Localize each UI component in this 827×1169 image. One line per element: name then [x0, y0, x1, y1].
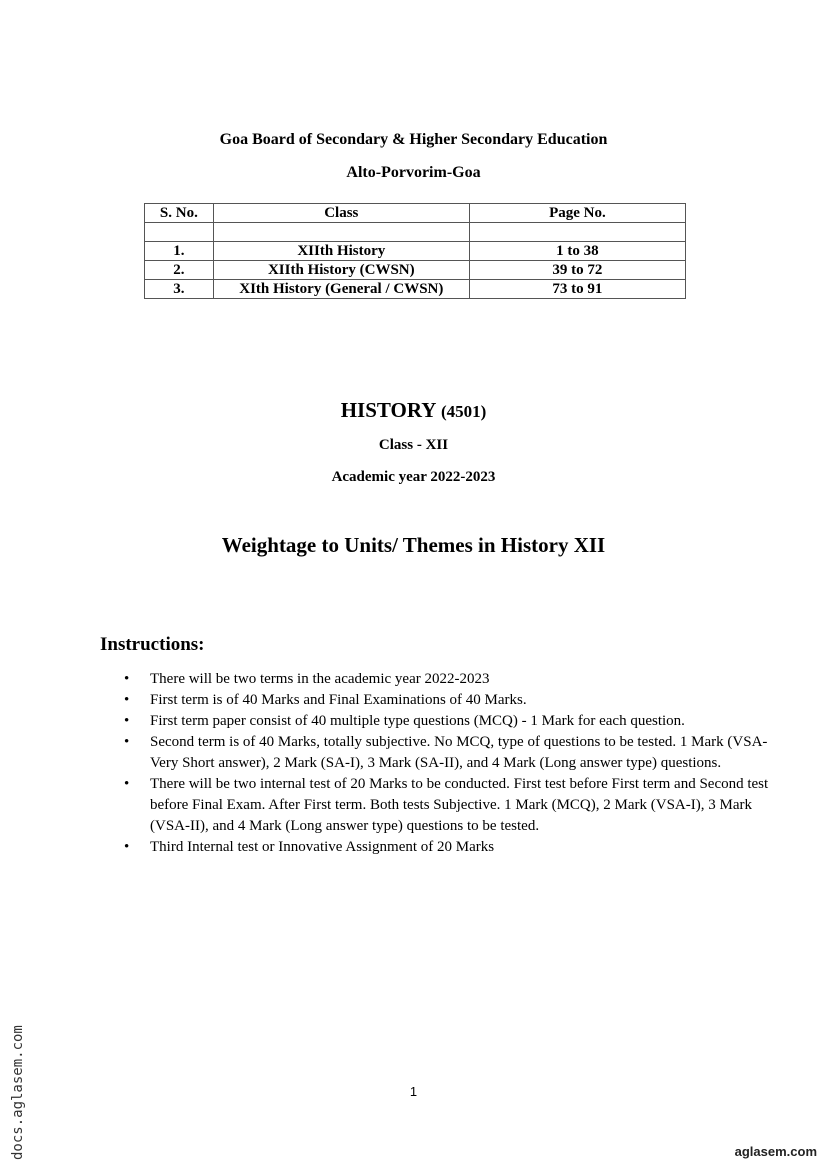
list-item: • First term is of 40 Marks and Final Examinations of 40 Marks.: [150, 690, 790, 711]
column-header-sno: S. No.: [145, 204, 214, 223]
subject-name: HISTORY: [340, 398, 436, 422]
board-name: Goa Board of Secondary & Higher Secondary Education: [219, 131, 608, 148]
contents-table: [144, 203, 686, 299]
academic-year: Academic year 2022-2023: [331, 469, 496, 485]
instructions-list: [100, 669, 790, 858]
list-item: • There will be two terms in the academic year 2022-2023: [150, 669, 790, 690]
subject-code: (4501): [440, 402, 487, 421]
cell-page: 1 to 38: [469, 242, 685, 261]
table-header-row: [145, 204, 686, 223]
cell-class: [213, 223, 469, 242]
list-item: • There will be two internal test of 20 Marks to be conducted. First test before First term and Second test before Final Exam. After First term. Both tests Subjective. 1 Mark (MCQ), 2 Mark (VSA-I), 3 Mark (VSA-II), and 4 Mark (Long answer type) questions to be tested.: [150, 774, 790, 837]
cell-page: 73 to 91: [469, 280, 685, 299]
cell-sno: 3.: [145, 280, 214, 299]
column-header-class: Class: [213, 204, 469, 223]
list-item: • First term paper consist of 40 multiple type questions (MCQ) - 1 Mark for each question.: [150, 711, 790, 732]
table-row: [145, 242, 686, 261]
cell-class: XIIth History: [213, 242, 469, 261]
instructions-heading: Instructions:: [100, 634, 205, 655]
column-header-page: Page No.: [469, 204, 685, 223]
cell-class: XIIth History (CWSN): [213, 261, 469, 280]
page-number: 1: [409, 1084, 418, 1099]
cell-sno: [145, 223, 214, 242]
list-item: • Second term is of 40 Marks, totally subjective. No MCQ, type of questions to be tested. 1 Mark (VSA-Very Short answer), 2 Mark (SA-I), 3 Mark (SA-II), and 4 Mark (Long answer type) questions.: [150, 732, 790, 774]
subject-title: [0, 398, 827, 423]
cell-page: [469, 223, 685, 242]
list-item: • Third Internal test or Innovative Assignment of 20 Marks: [150, 837, 790, 858]
cell-page: 39 to 72: [469, 261, 685, 280]
table-row: [145, 223, 686, 242]
table-row: [145, 280, 686, 299]
cell-sno: 2.: [145, 261, 214, 280]
class-line: Class - XII: [378, 437, 449, 453]
table-row: [145, 261, 686, 280]
cell-class: XIth History (General / CWSN): [213, 280, 469, 299]
board-location: Alto-Porvorim-Goa: [346, 164, 481, 181]
side-watermark: docs.aglasem.com: [10, 1025, 26, 1160]
corner-watermark: aglasem.com: [734, 1144, 817, 1159]
cell-sno: 1.: [145, 242, 214, 261]
weightage-title: Weightage to Units/ Themes in History XII: [221, 533, 606, 557]
